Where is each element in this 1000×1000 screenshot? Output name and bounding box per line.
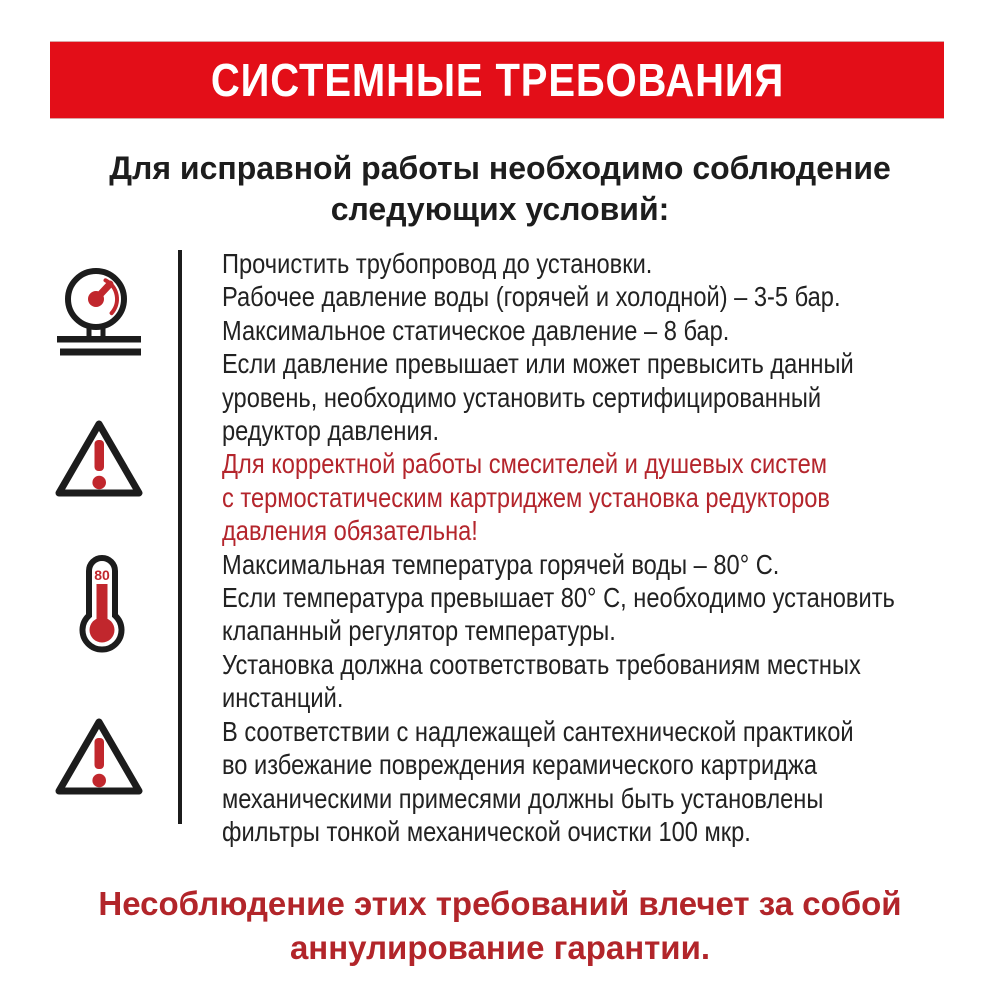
requirement-line: фильтры тонкой механической очистки 100 мкр. xyxy=(222,815,751,847)
warning-triangle-icon xyxy=(53,417,145,503)
requirement-line: Если давление превышает или может превысить данный xyxy=(222,348,854,380)
thermometer-value: 80 xyxy=(94,567,110,583)
page-subheading xyxy=(0,148,1000,230)
warranty-warning-line-1: Несоблюдение этих требований влечет за собой xyxy=(98,885,902,922)
requirement-line: с термостатическим картриджем установка редукторов xyxy=(222,481,830,513)
warning-triangle-icon xyxy=(53,715,145,801)
column-divider xyxy=(178,250,182,824)
requirement-line: Если температура превышает 80° С, необходимо установить xyxy=(222,582,895,614)
warranty-warning xyxy=(0,882,1000,970)
requirement-line: Максимальное статическое давление – 8 бар. xyxy=(222,314,730,346)
requirement-line: Рабочее давление воды (горячей и холодной) – 3-5 бар. xyxy=(222,281,841,313)
requirement-line: В соответствии с надлежащей сантехнической практикой xyxy=(222,715,854,747)
requirement-line: механическими примесями должны быть установлены xyxy=(222,782,824,814)
thermometer-icon xyxy=(79,555,125,653)
subheading-line-1: Для исправной работы необходимо соблюдение xyxy=(109,150,891,186)
warranty-warning-line-2: аннулирование гарантии. xyxy=(289,929,711,966)
requirement-line: Максимальная температура горячей воды – 80° С. xyxy=(222,548,780,580)
requirement-line: Для корректной работы смесителей и душевых систем xyxy=(222,448,828,480)
requirement-line: редуктор давления. xyxy=(222,415,440,447)
requirements-list xyxy=(222,247,1000,848)
requirement-line: давления обязательна! xyxy=(222,515,478,547)
requirement-line: во избежание повреждения керамического картриджа xyxy=(222,749,817,781)
subheading-line-2: следующих условий: xyxy=(330,191,670,227)
title-banner xyxy=(50,42,944,118)
requirement-line: Установка должна соответствовать требованиям местных xyxy=(222,648,861,680)
requirement-line: уровень, необходимо установить сертифицированный xyxy=(222,381,822,413)
requirement-line: клапанный регулятор температуры. xyxy=(222,615,616,647)
requirement-line: Прочистить трубопровод до установки. xyxy=(222,248,653,279)
requirement-line: инстанций. xyxy=(222,682,344,714)
page-title: СИСТЕМНЫЕ ТРЕБОВАНИЯ xyxy=(210,54,784,106)
pressure-gauge-icon xyxy=(56,265,144,360)
